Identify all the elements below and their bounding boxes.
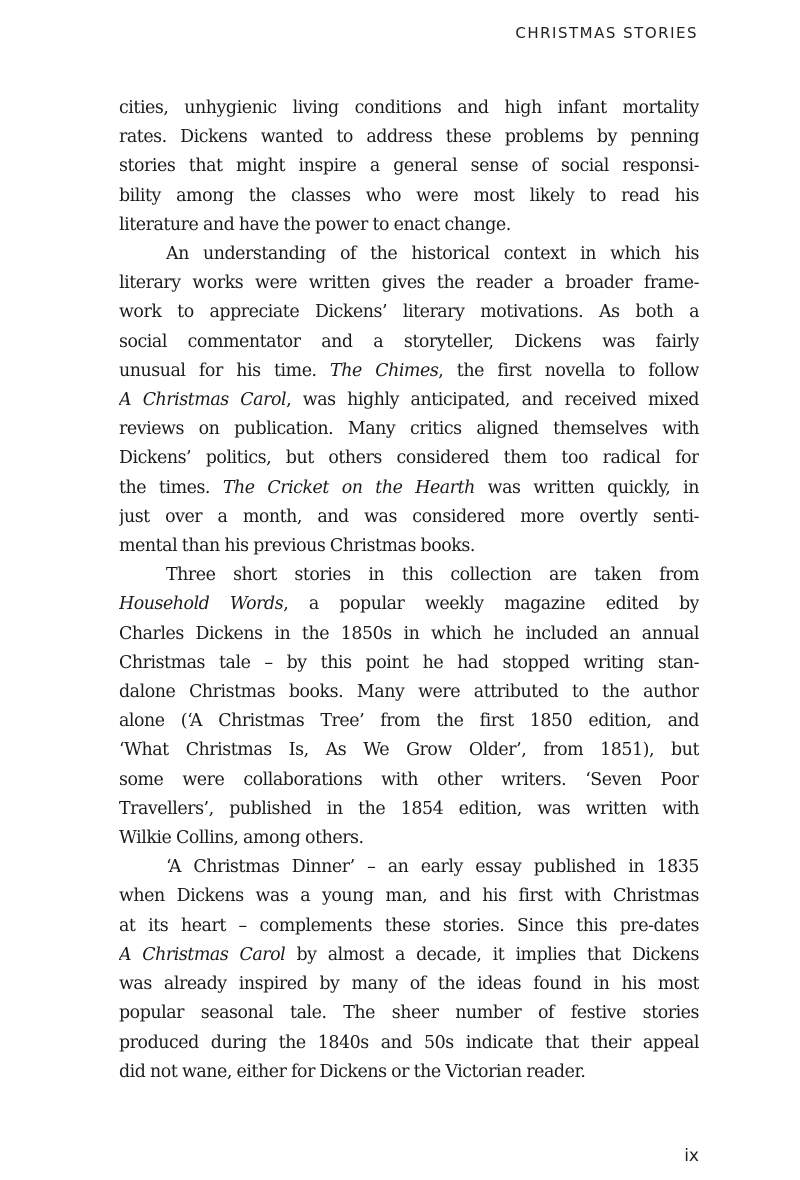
text-run: literature and have the power to enact change.: [119, 214, 511, 235]
text-run: , the first novella to follow: [438, 360, 699, 381]
text-run: Dickens’ politics, but others considered them too radical for: [119, 448, 699, 469]
text-run: when Dickens was a young man, and his first with Christmas: [119, 886, 699, 907]
text-run: by almost a decade, it implies that Dickens: [285, 944, 699, 965]
text-line: [119, 766, 699, 795]
text-run: Charles Dickens in the 1850s in which he included an annual: [119, 623, 699, 644]
italic-title: Household Words: [119, 594, 284, 615]
paragraph: [119, 561, 699, 853]
text-run: alone (‘A Christmas Tree’ from the first 1850 edition, and: [119, 711, 699, 732]
text-line: [119, 620, 699, 649]
text-line: [119, 1029, 699, 1058]
text-line: [119, 182, 699, 211]
text-line: [119, 824, 699, 853]
italic-title: The Chimes: [330, 360, 439, 381]
text-line: [119, 94, 699, 123]
text-run: stories that might inspire a general sense of social responsi-: [119, 156, 699, 177]
text-line: [119, 298, 699, 327]
text-line: [119, 649, 699, 678]
paragraph: [119, 853, 699, 1087]
text-run: literary works were written gives the reader a broader frame-: [119, 273, 699, 294]
text-run: , a popular weekly magazine edited by: [283, 594, 699, 615]
text-line: [119, 970, 699, 999]
text-run: social commentator and a storyteller, Dickens was fairly: [119, 331, 699, 352]
text-line: [119, 678, 699, 707]
running-head: CHRISTMAS STORIES: [515, 24, 698, 42]
text-run: was already inspired by many of the ideas found in his most: [119, 974, 699, 995]
text-run: popular seasonal tale. The sheer number of festive stories: [119, 1003, 699, 1024]
text-run: ‘What Christmas Is, As We Grow Older’, from 1851), but: [119, 740, 699, 761]
text-line: [119, 912, 699, 941]
text-line: [119, 357, 699, 386]
italic-title: A Christmas Carol: [119, 390, 287, 411]
text-line: [119, 561, 699, 590]
text-run: reviews on publication. Many critics aligned themselves with: [119, 419, 699, 440]
text-line: [119, 269, 699, 298]
text-line: [119, 795, 699, 824]
body-text: [119, 94, 699, 1087]
text-line: [119, 853, 699, 882]
text-run: cities, unhygienic living conditions and high infant mortality: [119, 98, 699, 118]
text-run: produced during the 1840s and 50s indicate that their appeal: [119, 1032, 699, 1053]
text-run: rates. Dickens wanted to address these problems by penning: [119, 127, 699, 148]
text-run: Christmas tale – by this point he had stopped writing stan-: [119, 652, 699, 673]
text-run: just over a month, and was considered more overtly senti-: [119, 506, 699, 527]
italic-title: A Christmas Carol: [119, 944, 286, 965]
text-run: at its heart – complements these stories. Since this pre-dates: [119, 915, 699, 936]
text-line: [119, 444, 699, 473]
text-line: [119, 999, 699, 1028]
text-run: Travellers’, published in the 1854 edition, was written with: [119, 798, 699, 819]
text-line: [119, 474, 699, 503]
text-line: [119, 941, 699, 970]
text-run: Wilkie Collins, among others.: [119, 828, 364, 849]
text-run: An understanding of the historical context in which his: [166, 244, 699, 265]
text-run: work to appreciate Dickens’ literary motivations. As both a: [119, 302, 699, 323]
paragraph: [119, 94, 699, 240]
text-line: [119, 590, 699, 619]
text-run: the times.: [119, 477, 223, 498]
text-line: [119, 240, 699, 269]
text-line: [119, 532, 699, 561]
text-line: [119, 1058, 699, 1087]
text-line: [119, 415, 699, 444]
text-run: some were collaborations with other writers. ‘Seven Poor: [119, 769, 699, 790]
text-line: [119, 152, 699, 181]
page-number: ix: [684, 1146, 699, 1166]
text-run: mental than his previous Christmas books.: [119, 536, 475, 557]
text-line: [119, 328, 699, 357]
text-run: , was highly anticipated, and received mixed: [286, 390, 699, 411]
text-line: [119, 386, 699, 415]
paragraph: [119, 240, 699, 561]
text-run: did not wane, either for Dickens or the Victorian reader.: [119, 1061, 586, 1082]
text-run: Three short stories in this collection are taken from: [166, 565, 699, 586]
italic-title: The Cricket on the Hearth: [222, 477, 475, 498]
text-run: bility among the classes who were most likely to read his: [119, 185, 699, 206]
text-line: [119, 123, 699, 152]
text-line: [119, 503, 699, 532]
text-line: [119, 211, 699, 240]
text-run: dalone Christmas books. Many were attributed to the author: [119, 682, 699, 703]
text-line: [119, 736, 699, 765]
text-line: [119, 882, 699, 911]
text-run: unusual for his time.: [119, 360, 331, 381]
text-run: ‘A Christmas Dinner’ – an early essay published in 1835: [166, 857, 699, 878]
text-line: [119, 707, 699, 736]
text-run: was written quickly, in: [474, 477, 699, 498]
